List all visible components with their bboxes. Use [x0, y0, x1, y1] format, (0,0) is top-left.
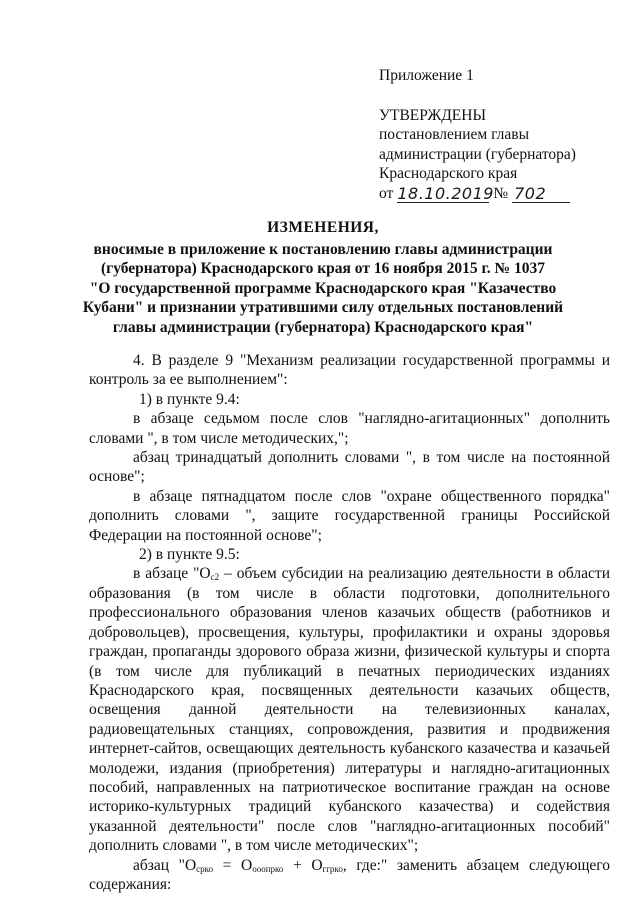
paragraph-subsidy-oc2 [89, 564, 610, 855]
date-prefix: от [379, 184, 394, 202]
heading-line-5: главы администрации (губернатора) Краснодарского края" [112, 318, 534, 336]
paragraph-formula-osrko [89, 856, 610, 895]
document-body [89, 351, 610, 894]
handwritten-date: 18.10.2019 [397, 184, 494, 203]
approved-label: УТВЕРЖДЕНЫ [379, 106, 486, 124]
formula-subscript-3: ггрко [322, 863, 343, 874]
approval-date-line [379, 184, 609, 204]
attachment-label: Приложение 1 [379, 67, 474, 84]
formula-text-b: = О [213, 856, 253, 874]
formula-subscript-1: срко [196, 863, 214, 874]
approval-line-2: администрации (губернатора) [379, 145, 576, 163]
approval-block [379, 66, 609, 203]
heading-line-2: (губернатора) Краснодарского края от 16 ноября 2015 г. № 1037 [101, 260, 545, 277]
paragraph-item-9-5: 2) в пункте 9.5: [139, 546, 240, 564]
oc2-text-rest: – объем субсидии на реализацию деятельности в области образования (в том числе в области подготовки, дополнительного профессионального образования членов казачьих обществ (работников и добровольцев), просвещения, культуры, профилактики и охраны здоровья граждан, пропаганды здорового образа жизни, физической культуры и спорта (в том числе для публикаций в печатных периодических изданиях Краснодарского края, посвященных деятельности казачьих обществ, освещения данной деятельности на телевизионных каналах, радиовещательных станциях, сопровождения, развития и продвижения интернет-сайтов, освещающих деятельность кубанского казачества и казачьей молодежи, издания (приобретения) литературы и наглядно-агитационных пособий, направленных на патриотическое воспитание граждан на основе историко-культурных традиций кубанского казачества) и содействия указанной деятельности" после слов "наглядно-агитационных пособий" дополнить словами ", в том числе методических"; [89, 565, 610, 855]
formula-text-a: абзац "О [133, 856, 197, 874]
formula-text-c: + О [283, 856, 323, 874]
paragraph-seventh-abzac: в абзаце седьмом после слов "наглядно-агитационных" дополнить словами ", в том числе методических,"; [89, 410, 610, 447]
paragraph-section-9: 4. В разделе 9 "Механизм реализации государственной программы и контроль за ее выполнением": [89, 352, 610, 389]
paragraph-fifteenth-abzac: в абзаце пятнадцатом после слов "охране общественного порядка" дополнить словами ", защите государственной границы Российской Федерации на постоянной основе"; [89, 487, 610, 544]
heading-line-3: "О государственной программе Краснодарского края "Казачество [89, 279, 557, 297]
handwritten-number: 702 [512, 185, 570, 203]
oc2-subscript: с2 [210, 572, 220, 583]
formula-subscript-2: ооопрко [252, 863, 284, 874]
approval-line-1: постановлением главы [379, 126, 529, 143]
document-heading [78, 218, 568, 337]
paragraph-thirteenth-abzac: абзац тринадцатый дополнить словами ", в том числе на постоянной основе"; [89, 449, 610, 486]
heading-line-4: Кубани" и признании утратившими силу отдельных постановлений [82, 299, 564, 316]
formula-text-d: , где:" заменить абзацем следующего содержания: [89, 856, 610, 893]
paragraph-item-9-4: 1) в пункте 9.4: [139, 390, 240, 408]
oc2-text-start: в абзаце "О [133, 565, 211, 583]
heading-line-1: вносимые в приложение к постановлению главы администрации [93, 240, 553, 258]
number-sign: № [493, 184, 509, 202]
approval-line-3: Краснодарского края [379, 165, 518, 182]
heading-title: ИЗМЕНЕНИЯ, [267, 219, 379, 236]
